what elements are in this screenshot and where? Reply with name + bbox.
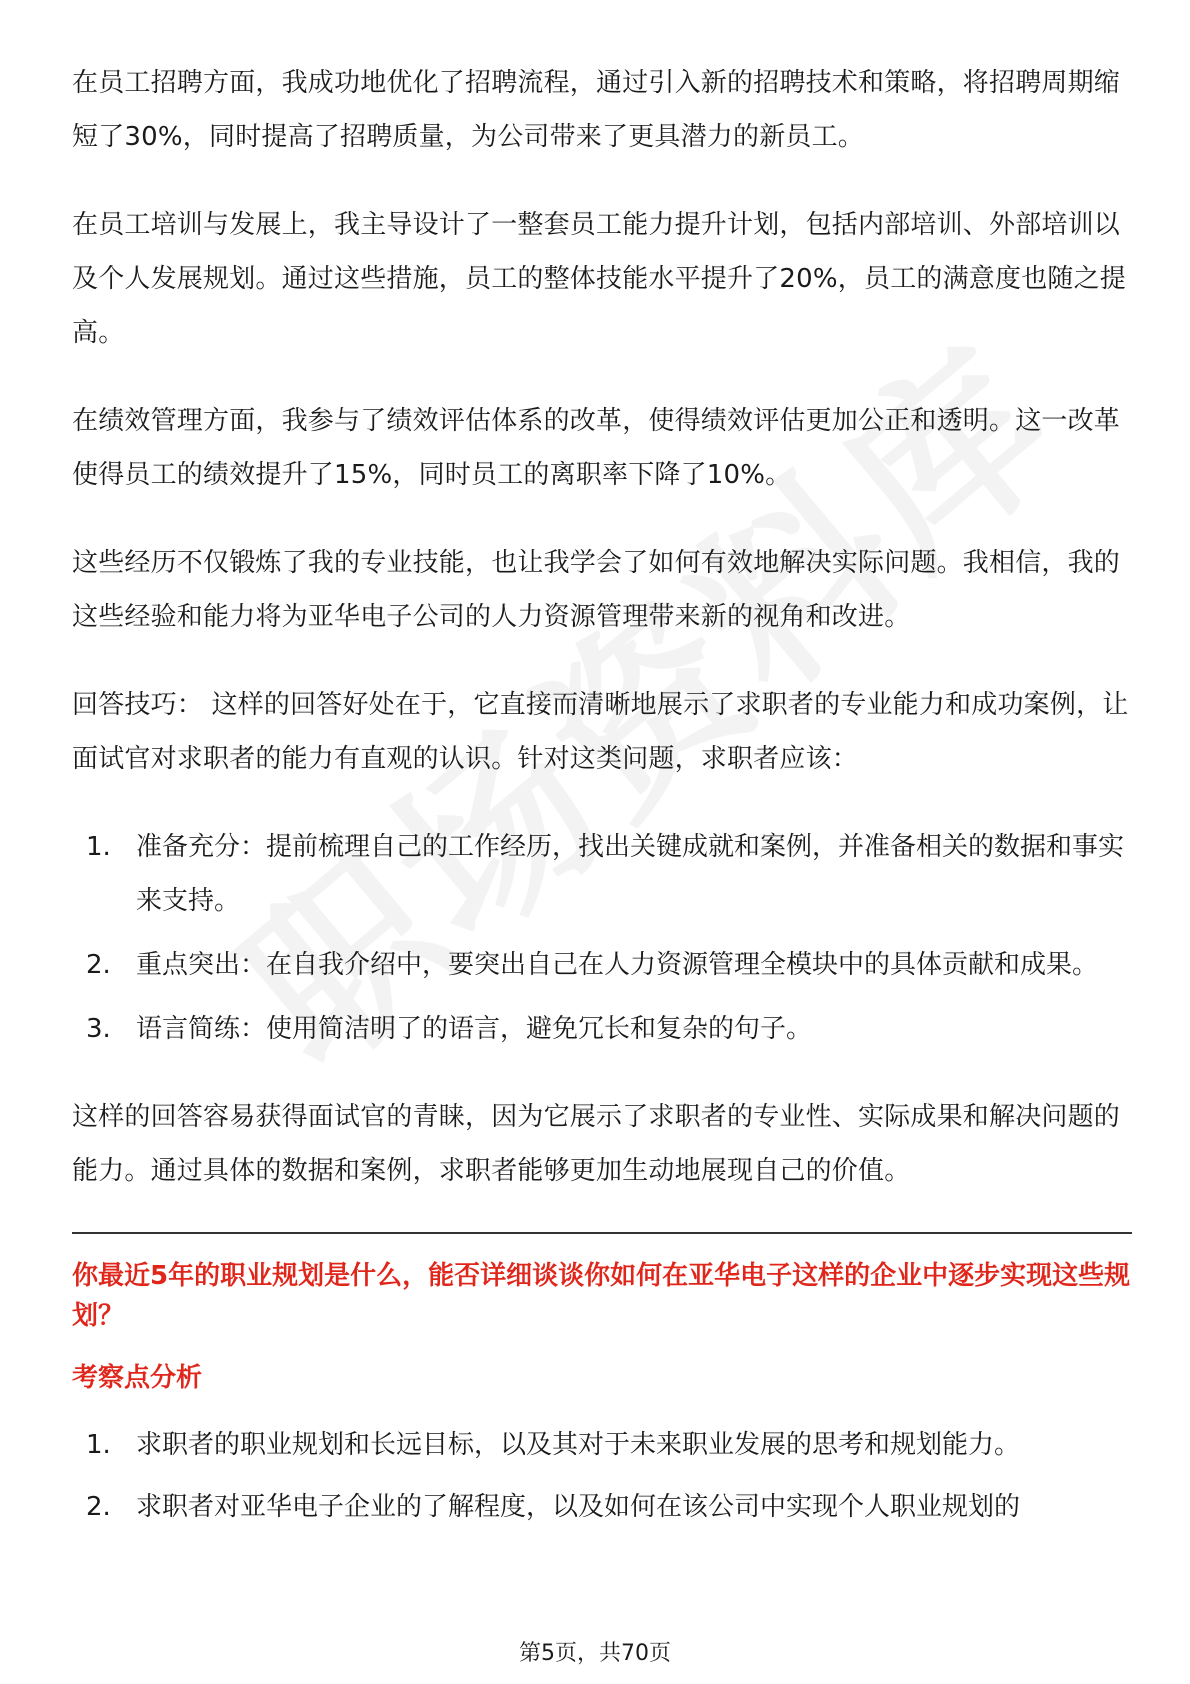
tips-list — [72, 820, 1132, 1056]
list-number: 1. — [86, 832, 111, 862]
page-footer: 第5页，共70页 — [519, 1641, 671, 1666]
paragraph-recruitment: 在员工招聘方面，我成功地优化了招聘流程，通过引入新的招聘技术和策略，将招聘周期缩短了30%，同时提高了招聘质量，为公司带来了更具潜力的新员工。 — [72, 68, 1121, 152]
list-item — [72, 1002, 1132, 1056]
list-text: 准备充分：提前梳理自己的工作经历，找出关键成就和案例，并准备相关的数据和事实来支持。 — [136, 832, 1125, 916]
list-text: 重点突出：在自我介绍中，要突出自己在人力资源管理全模块中的具体贡献和成果。 — [136, 950, 1099, 980]
paragraph-performance: 在绩效管理方面，我参与了绩效评估体系的改革，使得绩效评估更加公正和透明。这一改革使得员工的绩效提升了15%，同时员工的离职率下降了10%。 — [72, 406, 1121, 490]
paragraph-summary: 这些经历不仅锻炼了我的专业技能，也让我学会了如何有效地解决实际问题。我相信，我的这些经验和能力将为亚华电子公司的人力资源管理带来新的视角和改进。 — [72, 548, 1121, 632]
section-divider — [72, 1232, 1132, 1234]
list-item — [72, 938, 1132, 992]
list-item — [72, 1418, 1132, 1472]
paragraph-closing: 这样的回答容易获得面试官的青睐，因为它展示了求职者的专业性、实际成果和解决问题的能力。通过具体的数据和案例，求职者能够更加生动地展现自己的价值。 — [72, 1102, 1121, 1186]
document-page — [72, 56, 1132, 1542]
list-text: 求职者的职业规划和长远目标，以及其对于未来职业发展的思考和规划能力。 — [136, 1430, 1021, 1460]
list-number: 3. — [86, 1014, 111, 1044]
list-item — [72, 1480, 1132, 1534]
paragraph-training: 在员工培训与发展上，我主导设计了一整套员工能力提升计划，包括内部培训、外部培训以及个人发展规划。通过这些措施，员工的整体技能水平提升了20%，员工的满意度也随之提高。 — [72, 210, 1126, 348]
list-number: 1. — [86, 1430, 111, 1460]
paragraph-answer-tips: 回答技巧： 这样的回答好处在于，它直接而清晰地展示了求职者的专业能力和成功案例，让面试官对求职者的能力有直观的认识。针对这类问题，求职者应该： — [72, 690, 1129, 774]
list-text: 求职者对亚华电子企业的了解程度，以及如何在该公司中实现个人职业规划的 — [136, 1492, 1021, 1522]
list-number: 2. — [86, 1492, 111, 1522]
analysis-points-list — [72, 1418, 1132, 1534]
list-number: 2. — [86, 950, 111, 980]
analysis-heading: 考察点分析 — [72, 1363, 203, 1393]
list-text: 语言简练：使用简洁明了的语言，避免冗长和复杂的句子。 — [136, 1014, 813, 1044]
question-heading: 你最近5年的职业规划是什么，能否详细谈谈你如何在亚华电子这样的企业中逐步实现这些规划？ — [72, 1261, 1131, 1331]
list-item — [72, 820, 1132, 928]
